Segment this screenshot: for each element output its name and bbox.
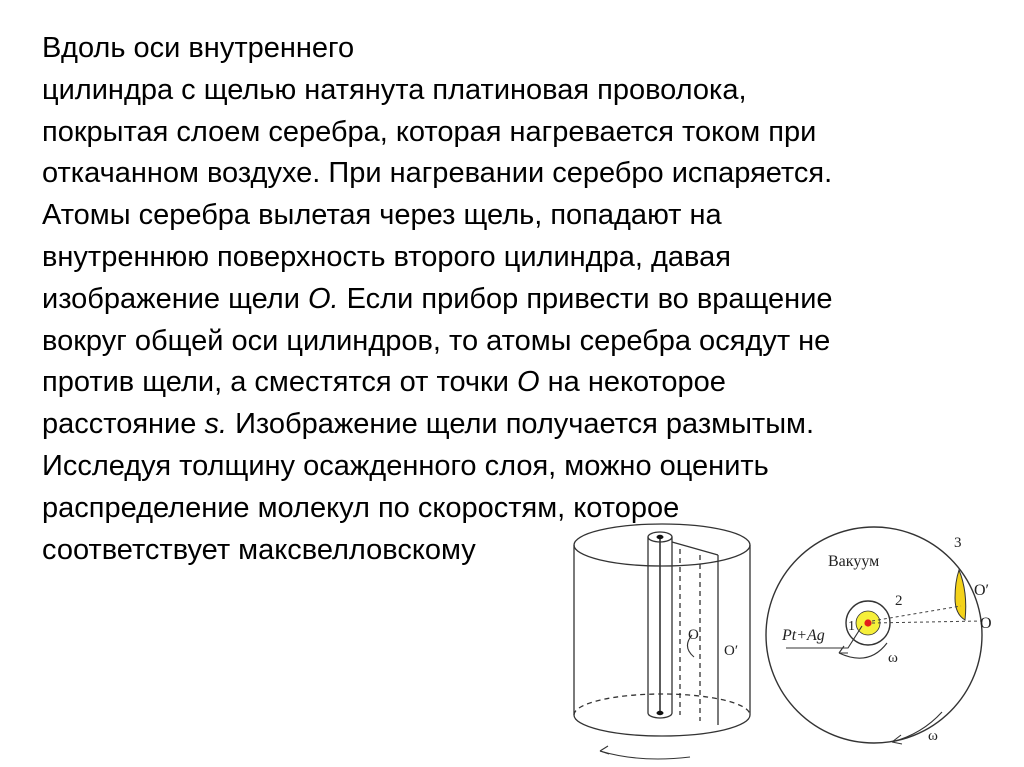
label-3: 3 [954,535,962,551]
text-line: расстояние s. Изображение щели получается размытым. [42,408,815,441]
label-2: 2 [895,593,903,609]
cross-section-diagram [762,500,1024,767]
outer-cylinder-top [574,524,750,566]
label-o-prime: O′ [974,582,990,599]
text-line: вокруг общей оси цилиндров, то атомы серебра осядут не [42,324,831,357]
text-line: против щели, а сместятся от точки О на некоторое [42,366,726,399]
italic-term: О [517,366,540,399]
text-line: откачанном воздухе. При нагревании серебро испаряется. [42,157,833,190]
label-o-prime: O′ [724,643,739,659]
label-pt-ag: Pt+Ag [782,627,825,644]
text-line: соответствует максвелловскому [42,533,476,566]
hot-wire-core [864,619,871,626]
text-line: изображение щели О. Если прибор привести во вращение [42,282,833,315]
label-vacuum: Вакуум [828,553,880,570]
text-line: Атомы серебра вылетая через щель, попадают на [42,199,722,232]
text-line: внутреннюю поверхность второго цилиндра, давая [42,240,731,273]
label-o: O [980,615,992,632]
text-line: Исследуя толщину осажденного слоя, можно оценить [42,449,769,482]
text-line: покрытая слоем серебра, которая нагревается током при [42,115,817,148]
italic-term: s. [204,408,228,441]
label-1: 1 [848,619,855,634]
text-line: распределение молекул по скоростям, которое [42,491,680,524]
wire-top-dot [657,535,664,539]
label-o: O [688,627,699,643]
wire-bottom-dot [657,711,664,715]
label-omega-outer: ω [928,728,938,744]
italic-term: О. [307,282,339,315]
cylinder-diagram [560,515,760,765]
label-omega-inner: ω [888,650,898,666]
main-paragraph [42,28,1002,571]
text-line: цилиндра с щелью натянута платиновая проволока, [42,73,747,106]
text-line: Вдоль оси внутреннего [42,32,355,64]
